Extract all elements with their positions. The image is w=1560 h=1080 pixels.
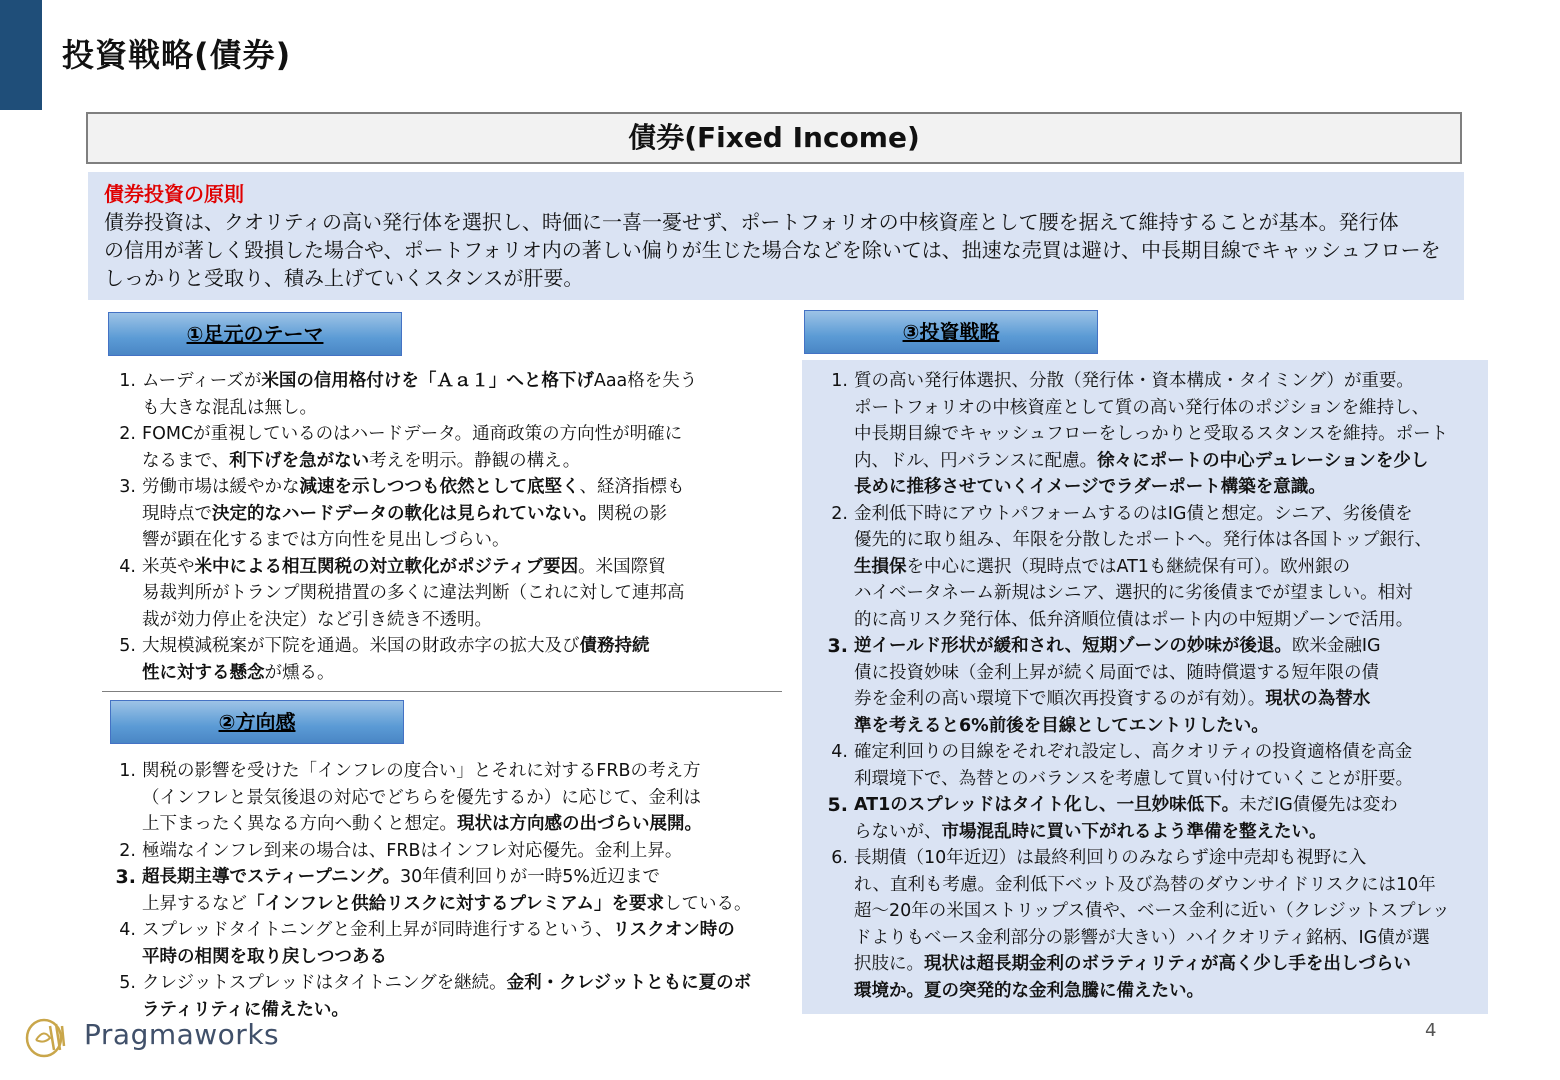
emphasis-text: 徐々にポートの中心デュレーションを少し [1097, 450, 1429, 471]
item-text: スプレッドタイトニングと金利上昇が同時進行するという、 [142, 920, 613, 940]
item-line [854, 448, 1478, 475]
list-item [106, 633, 766, 686]
item-text: 優先的に取り組み、年限を分散したポートへ。発行体は各国トップ銀行、 [854, 530, 1433, 550]
principle-heading: 債券投資の原則 [104, 182, 244, 206]
list-item [818, 792, 1478, 845]
item-text: 米英や [142, 556, 195, 577]
item-line [142, 368, 766, 395]
list-item [106, 421, 766, 474]
item-number: 4. [119, 556, 136, 577]
item-text: 上下まったく異なる方向へ動くと想定。 [142, 814, 457, 834]
item-line [854, 792, 1478, 819]
accent-bar [0, 0, 42, 110]
item-number: 5. [827, 794, 848, 816]
item-text: 債に投資妙味（金利上昇が続く局面では、随時償還する短年限の債 [854, 662, 1379, 683]
emphasis-text: 市場混乱時に買い下がれるよう準備を整えたい。 [941, 821, 1327, 842]
theme-list [106, 368, 766, 686]
item-line [854, 845, 1478, 872]
list-item [818, 739, 1478, 792]
item-line [854, 580, 1478, 607]
emphasis-text: 生損保 [854, 556, 907, 577]
emphasis-text: 減速を示しつつも依然として底堅く [299, 477, 580, 497]
item-text: FOMCが重視しているのはハードデータ。通商政策の方向性が明確に [142, 424, 683, 444]
item-line [854, 819, 1478, 846]
company-logo [22, 1012, 292, 1062]
emphasis-text: 金利・クレジットともに夏のボ [506, 973, 752, 993]
item-text: 響が顕在化するまでは方向性を見出しづらい。 [142, 530, 510, 550]
item-text: 。米国際貿 [578, 556, 666, 577]
item-line [854, 951, 1478, 978]
emphasis-text: 決定的なハードデータの軟化は見られていない。 [212, 503, 597, 524]
item-text: クレジットスプレッドはタイトニングを継続。 [142, 973, 507, 993]
item-line [142, 554, 766, 581]
item-line [142, 501, 766, 528]
item-line [854, 978, 1478, 1005]
item-number: 6. [831, 848, 848, 868]
item-number: 3. [827, 635, 848, 657]
principle-line: の信用が著しく毀損した場合や、ポートフォリオ内の著しい偏りが生じた場合などを除いては、拙速な売買は避け、中長期目線でキャッシュフローを [104, 238, 1441, 262]
item-text: 裁が効力停止を決定）など引き続き不透明。 [142, 609, 492, 630]
item-text: 現時点で [142, 503, 212, 524]
item-text: 択肢に。 [854, 954, 924, 974]
item-text: ポートフォリオの中核資産として質の高い発行体のポジションを維持し、 [854, 397, 1430, 418]
item-line [854, 474, 1478, 501]
item-text: 利環境下で、為替とのバランスを考慮して買い付けていくことが肝要。 [854, 768, 1414, 789]
principle-line: 債券投資は、クオリティの高い発行体を選択し、時価に一喜一憂せず、ポートフォリオの中核資産として腰を据えて維持することが基本。発行体 [104, 210, 1399, 234]
item-text: 長期債（10年近辺）は最終利回りのみならず途中売却も視野に入 [854, 848, 1367, 868]
item-line [854, 368, 1478, 395]
list-item [106, 864, 766, 917]
strategy-list [818, 368, 1478, 1004]
item-text: 、経済指標も [579, 477, 685, 497]
item-text: 超～20年の米国ストリップス債や、ベース金利に近い（クレジットスプレッ [854, 901, 1450, 921]
emphasis-text: 準を考えると6%前後を目線としてエントリしたい。 [854, 715, 1269, 736]
item-text: 金利低下時にアウトパフォームするのはIG債と想定。シニア、劣後債を [854, 503, 1413, 524]
item-line [142, 660, 766, 687]
item-number: 4. [119, 920, 136, 940]
item-line [854, 660, 1478, 687]
item-number: 2. [119, 840, 136, 861]
item-line [142, 811, 766, 838]
item-text: 未だIG債優先は変わ [1239, 795, 1398, 815]
emphasis-text: 債務持続 [579, 636, 650, 656]
item-line [854, 607, 1478, 634]
principle-box [88, 172, 1464, 300]
strategy-section-button[interactable]: ③投資戦略 [804, 310, 1098, 354]
list-item [106, 917, 766, 970]
item-line [142, 917, 766, 944]
emphasis-text: 逆イールド形状が緩和され、短期ゾーンの妙味が後退。 [854, 636, 1292, 656]
item-text: を中心に選択（現時点ではAT1も継続保有可）。欧州銀の [906, 556, 1351, 577]
item-number: 1. [119, 371, 136, 391]
item-text: も大きな混乱は無し。 [142, 397, 317, 418]
fixed-income-banner: 債券(Fixed Income) [86, 112, 1462, 164]
item-text: ドよりもベース金利部分の影響が大きい）ハイクオリティ銘柄、IG債が選 [854, 927, 1430, 948]
item-text: れ、直利も考慮。金利低下ベット及び為替のダウンサイドリスクには10年 [854, 874, 1436, 895]
item-line [142, 970, 766, 997]
item-line [142, 785, 766, 812]
list-item [818, 501, 1478, 634]
logo-text: Pragmaworks [84, 1018, 280, 1051]
item-text: なるまで、 [142, 450, 230, 471]
item-number: 3. [119, 477, 136, 497]
item-line [142, 758, 766, 785]
list-item [818, 368, 1478, 501]
item-text: ムーディーズが [142, 371, 262, 391]
item-text: 中長期目線でキャッシュフローをしっかりと受取るスタンスを維持。ポート [854, 424, 1449, 444]
item-line [854, 713, 1478, 740]
list-item [106, 474, 766, 554]
item-text: 欧米金融IG [1291, 636, 1381, 656]
direction-section-button[interactable]: ②方向感 [110, 700, 404, 744]
item-text: （インフレと景気後退の対応でどちらを優先するか）に応じて、金利は [142, 787, 701, 808]
emphasis-text: 超長期主導でスティープニング。 [142, 867, 400, 887]
item-line [854, 686, 1478, 713]
item-text: が燻る。 [264, 662, 335, 683]
item-line [854, 501, 1478, 528]
item-text: 30年債利回りが一時5%近辺まで [399, 867, 660, 887]
item-line [854, 395, 1478, 422]
item-line [142, 838, 766, 865]
logo-mark-icon [22, 1012, 72, 1062]
item-line [142, 474, 766, 501]
item-text: らないが、 [854, 821, 942, 842]
item-line [142, 891, 766, 918]
item-number: 3. [115, 866, 136, 888]
item-number: 5. [119, 636, 136, 656]
item-number: 2. [831, 503, 848, 524]
item-line [142, 527, 766, 554]
emphasis-text: ラティリティに備えたい。 [142, 999, 349, 1020]
emphasis-text: 米国の信用格付けを「Ａａ１」へと格下げ [261, 371, 594, 391]
page-number: 4 [1425, 1020, 1437, 1041]
item-text: 確定利回りの目線をそれぞれ設定し、高クオリティの投資適格債を高金 [854, 742, 1413, 762]
item-line [854, 421, 1478, 448]
item-number: 5. [119, 973, 136, 993]
item-text: 考えを明示。静観の構え。 [369, 450, 581, 471]
item-line [142, 580, 766, 607]
item-text: 極端なインフレ到来の場合は、FRBはインフレ対応優先。金利上昇。 [142, 840, 683, 861]
item-number: 1. [119, 761, 136, 781]
item-line [142, 864, 766, 891]
emphasis-text: 現状は超長期金利のボラティリティが高く少し手を出しづらい [924, 954, 1411, 974]
item-number: 4. [831, 742, 848, 762]
principle-line: しっかりと受取り、積み上げていくスタンスが肝要。 [104, 266, 584, 290]
item-line [854, 554, 1478, 581]
emphasis-text: 環境か。夏の突発的な金利急騰に備えたい。 [854, 980, 1204, 1001]
list-item [818, 845, 1478, 1004]
section-divider [102, 691, 782, 692]
item-line [142, 944, 766, 971]
emphasis-text: 長めに推移させていくイメージでラダーポート構築を意識。 [854, 477, 1326, 497]
item-text: 易裁判所がトランプ関税措置の多くに違法判断（これに対して連邦高 [142, 583, 685, 603]
emphasis-text: 米中による相互関税の対立軟化がポジティブ要因 [194, 556, 579, 577]
emphasis-text: 利下げを急がない [229, 450, 370, 471]
emphasis-text: 現状は方向感の出づらい展開。 [457, 814, 702, 834]
item-text: Aaa格を失う [593, 371, 698, 391]
item-line [854, 633, 1478, 660]
emphasis-text: 「インフレと供給リスクに対するプレミアム」を要求 [247, 893, 665, 914]
item-line [854, 872, 1478, 899]
item-line [142, 421, 766, 448]
item-number: 1. [831, 371, 848, 391]
emphasis-text: 現状の為替水 [1265, 689, 1371, 709]
theme-section-button[interactable]: ①足元のテーマ [108, 312, 402, 356]
item-text: 関税の影 [597, 503, 667, 524]
item-text: 的に高リスク発行体、低弁済順位債はポート内の中短期ゾーンで活用。 [854, 609, 1414, 630]
item-line [142, 395, 766, 422]
item-line [142, 607, 766, 634]
item-text: 関税の影響を受けた「インフレの度合い」とそれに対するFRBの考え方 [142, 761, 701, 781]
item-text: 内、ドル、円バランスに配慮。 [854, 450, 1098, 471]
item-text: 券を金利の高い環境下で順次再投資するのが有効）。 [854, 689, 1266, 709]
list-item [106, 554, 766, 634]
item-text: している。 [664, 893, 752, 914]
item-line [854, 527, 1478, 554]
list-item [106, 368, 766, 421]
item-text: 上昇するなど [142, 893, 247, 914]
item-line [854, 925, 1478, 952]
emphasis-text: AT1のスプレッドはタイト化し、一旦妙味低下。 [854, 795, 1240, 815]
list-item [818, 633, 1478, 739]
item-text: ハイベータネーム新規はシニア、選択的に劣後債までが望ましい。相対 [854, 583, 1413, 603]
item-line [854, 898, 1478, 925]
item-line [142, 448, 766, 475]
item-line [854, 766, 1478, 793]
item-line [854, 739, 1478, 766]
page-title: 投資戦略(債券) [62, 36, 292, 74]
list-item [106, 758, 766, 838]
emphasis-text: リスクオン時の [612, 920, 735, 940]
emphasis-text: 平時の相関を取り戻しつつある [142, 946, 387, 967]
item-number: 2. [119, 424, 136, 444]
item-text: 労働市場は緩やかな [142, 477, 300, 497]
item-text: 大規模減税案が下院を通過。米国の財政赤字の拡大及び [142, 636, 580, 656]
item-text: 質の高い発行体選択、分散（発行体・資本構成・タイミング）が重要。 [854, 371, 1414, 391]
principle-body [104, 208, 1448, 292]
emphasis-text: 性に対する懸念 [142, 662, 265, 683]
list-item [106, 838, 766, 865]
direction-list [106, 758, 766, 1023]
item-line [142, 633, 766, 660]
